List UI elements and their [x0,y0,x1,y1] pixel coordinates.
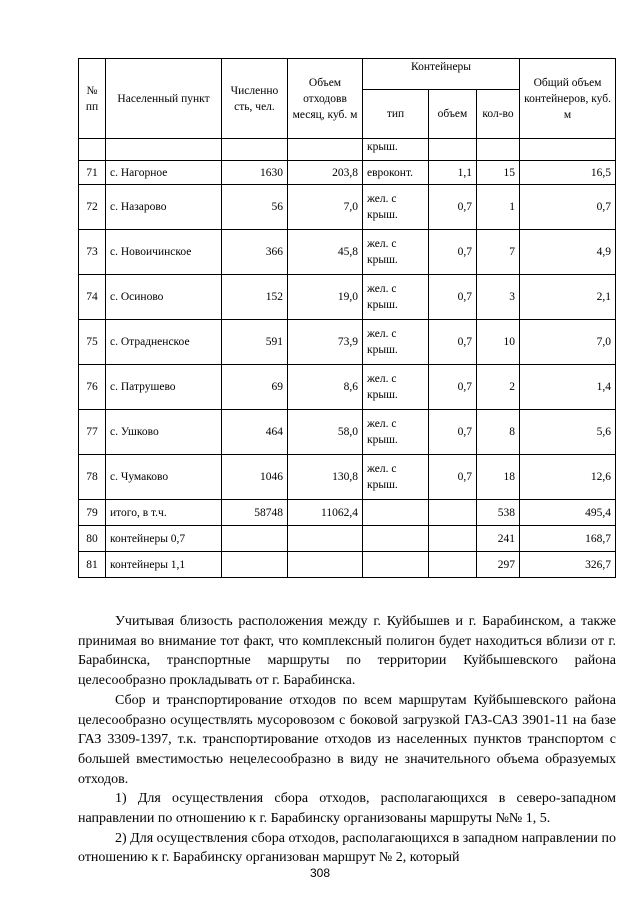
container-capacity: 0,7 [429,365,477,410]
body-text [78,612,616,868]
population: 464 [222,410,288,455]
container-type [363,500,429,526]
row-number: 72 [79,185,106,230]
header-total: Общий объем контейнеров, куб. м [520,59,616,139]
container-type: жел. с крыш. [363,365,429,410]
continued-type: крыш. [363,139,429,161]
total-volume: 12,6 [520,455,616,500]
container-capacity: 0,7 [429,230,477,275]
population [222,552,288,578]
container-count: 297 [477,552,520,578]
container-count: 538 [477,500,520,526]
header-containers: Контейнеры [363,59,520,90]
row-number: 81 [79,552,106,578]
total-volume: 495,4 [520,500,616,526]
total-volume: 168,7 [520,526,616,552]
table-row [79,275,616,320]
total-volume: 16,5 [520,161,616,185]
table-row [79,320,616,365]
row-number: 75 [79,320,106,365]
total-volume: 1,4 [520,365,616,410]
container-type: жел. с крыш. [363,410,429,455]
waste-volume: 130,8 [288,455,363,500]
settlement-name: с. Ушково [106,410,222,455]
container-capacity [429,526,477,552]
total-volume: 0,7 [520,185,616,230]
row-number: 80 [79,526,106,552]
row-number: 73 [79,230,106,275]
table-row [79,161,616,185]
total-volume: 2,1 [520,275,616,320]
population: 152 [222,275,288,320]
container-type: жел. с крыш. [363,185,429,230]
population: 58748 [222,500,288,526]
table-row [79,185,616,230]
settlement-name: с. Новоичинское [106,230,222,275]
table-row [79,410,616,455]
container-count: 241 [477,526,520,552]
table-row [79,552,616,578]
header-volume: Объем отходовв месяц, куб. м [288,59,363,139]
table-row [79,365,616,410]
waste-volume: 73,9 [288,320,363,365]
table-row [79,455,616,500]
table-row [79,500,616,526]
row-number: 71 [79,161,106,185]
waste-table [78,58,616,578]
population: 69 [222,365,288,410]
settlement-name: контейнеры 1,1 [106,552,222,578]
waste-volume [288,526,363,552]
row-number: 79 [79,500,106,526]
waste-volume: 58,0 [288,410,363,455]
container-capacity: 1,1 [429,161,477,185]
container-type: жел. с крыш. [363,455,429,500]
total-volume: 7,0 [520,320,616,365]
row-number: 77 [79,410,106,455]
settlement-name: с. Патрушево [106,365,222,410]
container-count: 7 [477,230,520,275]
container-capacity: 0,7 [429,410,477,455]
settlement-name: контейнеры 0,7 [106,526,222,552]
paragraph: 2) Для осуществления сбора отходов, располагающихся в западном направлении по отношению к г. Барабинску организован маршрут № 2, который [78,830,616,866]
container-type: евроконт. [363,161,429,185]
table-row [79,526,616,552]
population: 1630 [222,161,288,185]
container-type: жел. с крыш. [363,320,429,365]
container-count: 18 [477,455,520,500]
total-volume: 5,6 [520,410,616,455]
settlement-name: с. Назарово [106,185,222,230]
waste-volume: 8,6 [288,365,363,410]
settlement-name: итого, в т.ч. [106,500,222,526]
header-num: № пп [79,59,106,139]
container-count: 15 [477,161,520,185]
population: 56 [222,185,288,230]
waste-volume [288,552,363,578]
container-capacity: 0,7 [429,320,477,365]
row-number: 74 [79,275,106,320]
container-count: 10 [477,320,520,365]
paragraph: Учитывая близость расположения между г. Куйбышев и г. Барабинском, а также принимая во внимание тот факт, что комплексный полигон будет находиться вблизи от г. Барабинска, транспортные маршруты по территории Куйбышевского района целесообразно прокладывать от г. Барабинска. [78,614,616,689]
paragraph: Сбор и транспортирование отходов по всем маршрутам Куйбышевского района целесообразно осуществлять мусоровозом с боковой загрузкой ГАЗ-САЗ 3901-11 на базе ГАЗ 3309-1397, т.к. транспортирование отходов из населенных пунктов транспортом с большей вместимостью нецелесообразно в виду не значительного объема образуемых отходов. [78,692,616,787]
total-volume: 326,7 [520,552,616,578]
population: 1046 [222,455,288,500]
waste-volume: 7,0 [288,185,363,230]
row-number: 76 [79,365,106,410]
row-number: 78 [79,455,106,500]
container-type [363,526,429,552]
population: 366 [222,230,288,275]
waste-volume: 45,8 [288,230,363,275]
container-type: жел. с крыш. [363,275,429,320]
paragraph: 1) Для осуществления сбора отходов, располагающихся в северо-западном направлении по отношению к г. Барабинску организованы маршруты №№ 1, 5. [78,791,616,827]
settlement-name: с. Отрадненское [106,320,222,365]
container-capacity [429,552,477,578]
total-volume: 4,9 [520,230,616,275]
page-number: 308 [309,866,331,880]
settlement-name: с. Осиново [106,275,222,320]
container-count: 1 [477,185,520,230]
container-count: 2 [477,365,520,410]
header-type: тип [363,90,429,139]
container-type: жел. с крыш. [363,230,429,275]
settlement-name: с. Нагорное [106,161,222,185]
population [222,526,288,552]
container-type [363,552,429,578]
settlement-name: с. Чумаково [106,455,222,500]
table-row [79,230,616,275]
header-count: кол-во [477,90,520,139]
container-count: 8 [477,410,520,455]
container-capacity: 0,7 [429,275,477,320]
population: 591 [222,320,288,365]
waste-volume: 203,8 [288,161,363,185]
header-capacity: объем [429,90,477,139]
container-count: 3 [477,275,520,320]
header-population: Численно сть, чел. [222,59,288,139]
continued-row [79,139,616,161]
container-capacity: 0,7 [429,185,477,230]
header-settlement: Населенный пункт [106,59,222,139]
waste-volume: 19,0 [288,275,363,320]
container-capacity [429,500,477,526]
waste-volume: 11062,4 [288,500,363,526]
container-capacity: 0,7 [429,455,477,500]
